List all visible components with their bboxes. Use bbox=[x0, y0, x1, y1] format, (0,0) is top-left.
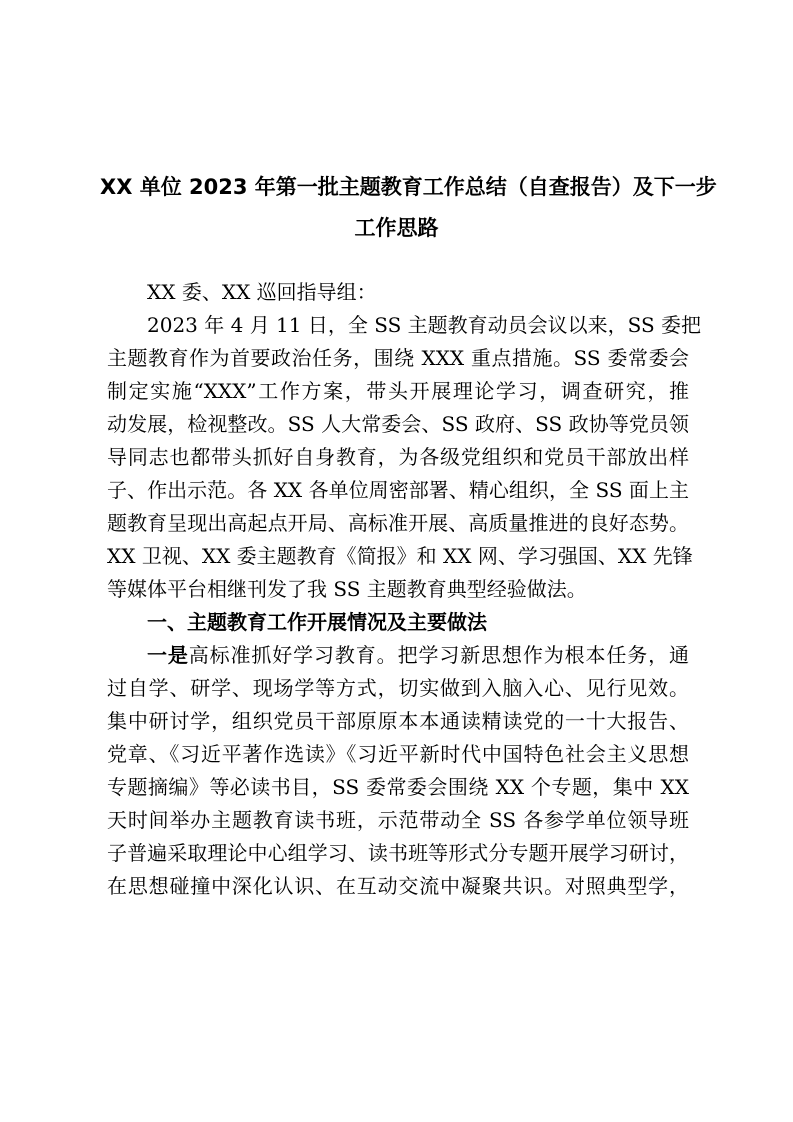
paragraph-1-line: 子、作出示范。各 XX 各单位周密部署、精心组织，全 SS 面上主 bbox=[107, 478, 689, 502]
paragraph-1-line: 导同志也都带头抓好自身教育，为各级党组织和党员干部放出样 bbox=[107, 445, 689, 469]
document-body bbox=[107, 276, 702, 903]
paragraph-2-line: 在思想碰撞中深化认识、在互动交流中凝聚共识。对照典型学， bbox=[107, 874, 689, 898]
salutation: XX 委、XX 巡回指导组： bbox=[147, 280, 377, 304]
document-title-line-1: XX 单位 2023 年第一批主题教育工作总结（自查报告）及下一步 bbox=[100, 175, 717, 199]
paragraph-1-line: 制定实施“XXX”工作方案，带头开展理论学习，调查研究，推 bbox=[107, 379, 689, 403]
paragraph-1-line: XX 卫视、XX 委主题教育《简报》和 XX 网、学习强国、XX 先锋 bbox=[107, 544, 693, 568]
paragraph-1-line: 主题教育作为首要政治任务，围绕 XXX 重点措施。SS 委常委会 bbox=[107, 346, 689, 370]
paragraph-1-line: 2023 年 4 月 11 日，全 SS 主题教育动员会议以来，SS 委把 bbox=[147, 313, 702, 337]
paragraph-1-line: 等媒体平台相继刊发了我 SS 主题教育典型经验做法。 bbox=[107, 577, 587, 601]
paragraph-2-line bbox=[107, 639, 689, 672]
paragraph-2-line: 子普遍采取理论中心组学习、读书班等形式分专题开展学习研讨， bbox=[107, 841, 689, 865]
paragraph-2-first-rest: 高标准抓好学习教育。把学习新思想作为根本任务，通 bbox=[188, 643, 690, 667]
paragraph-2-line: 党章、《习近平著作选读》《习近平新时代中国特色社会主义思想 bbox=[107, 742, 689, 766]
paragraph-2-line: 过自学、研学、现场学等方式，切实做到入脑入心、见行见效。 bbox=[107, 676, 689, 700]
paragraph-2-line: 天时间举办主题教育读书班，示范带动全 SS 各参学单位领导班 bbox=[107, 808, 689, 832]
section-1-heading: 一、主题教育工作开展情况及主要做法 bbox=[147, 610, 487, 634]
paragraph-2-lead: 一是 bbox=[147, 643, 189, 667]
paragraph-1-line: 题教育呈现出高起点开局、高标准开展、高质量推进的良好态势。 bbox=[107, 511, 689, 535]
paragraph-1-line: 动发展，检视整改。SS 人大常委会、SS 政府、SS 政协等党员领 bbox=[107, 412, 689, 436]
paragraph-2-line: 集中研讨学，组织党员干部原原本本通读精读党的一十大报告、 bbox=[107, 709, 689, 733]
document-title-line-2: 工作思路 bbox=[354, 216, 439, 240]
paragraph-2-line: 专题摘编》等必读书目，SS 委常委会围绕 XX 个专题，集中 XX bbox=[107, 775, 689, 799]
